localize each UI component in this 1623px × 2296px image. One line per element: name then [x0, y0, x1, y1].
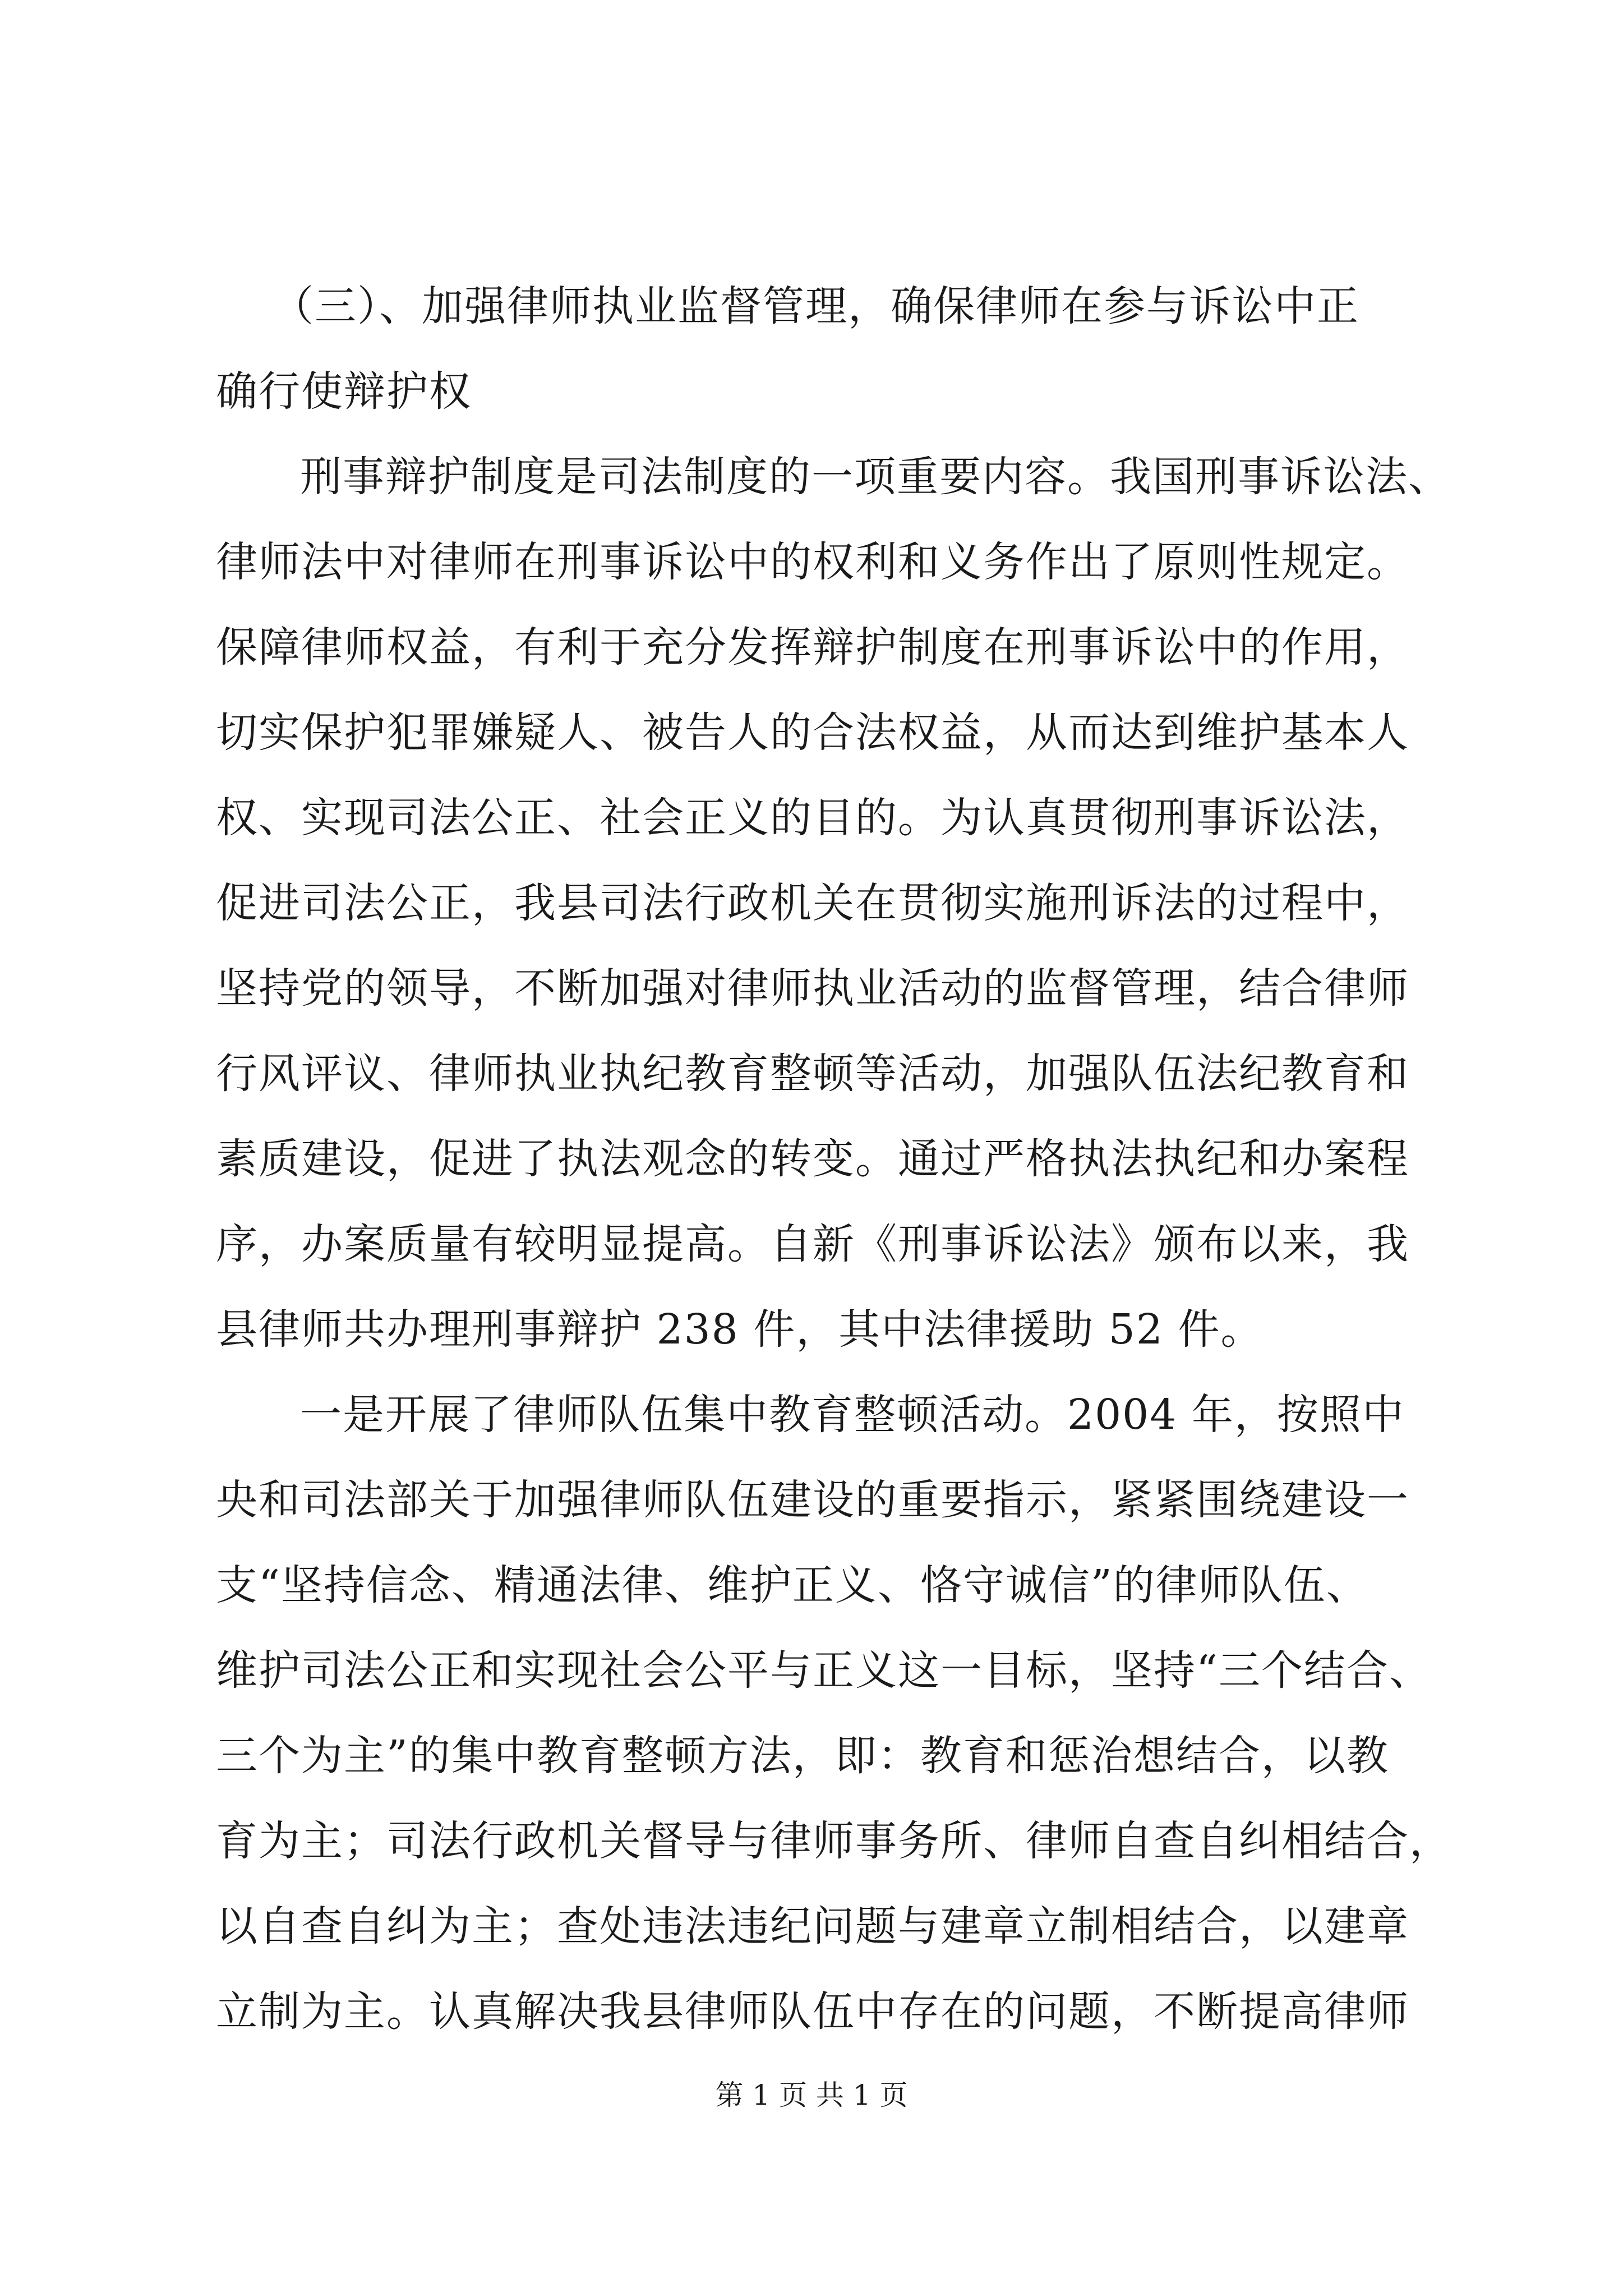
section-heading-line-2: 确行使辩护权 — [216, 367, 472, 416]
paragraph-1-line: 律师法中对律师在刑事诉讼中的权利和义务作出了原则性规定。 — [216, 538, 1409, 586]
section-heading-line-1: （三）、加强律师执业监督管理，确保律师在参与诉讼中正 — [272, 282, 1359, 330]
paragraph-1-line: 行风评议、律师执业执纪教育整顿等活动，加强队伍法纪教育和 — [216, 1050, 1409, 1098]
paragraph-1-line: 县律师共办理刑事辩护 238 件，其中法律援助 52 件。 — [216, 1305, 1264, 1354]
document-body — [216, 264, 1452, 2054]
paragraph-1-line: 序，办案质量有较明显提高。自新《刑事诉讼法》颁布以来，我 — [216, 1220, 1409, 1268]
paragraph-1-line: 素质建设，促进了执法观念的转变。通过严格执法执纪和办案程 — [216, 1135, 1409, 1183]
paragraph-1-line: 权、实现司法公正、社会正义的目的。为认真贯彻刑事诉讼法， — [216, 794, 1409, 842]
paragraph-2-line: 三个为主”的集中教育整顿方法，即：教育和惩治想结合，以教 — [216, 1732, 1389, 1780]
paragraph-1-line: 坚持党的领导，不断加强对律师执业活动的监督管理，结合律师 — [216, 964, 1409, 1013]
paragraph-1-line: 保障律师权益，有利于充分发挥辩护制度在刑事诉讼中的作用， — [216, 623, 1409, 671]
paragraph-2-line: 育为主；司法行政机关督导与律师事务所、律师自查自纠相结合， — [216, 1817, 1452, 1865]
paragraph-2-line: 维护司法公正和实现社会公平与正义这一目标，坚持“三个结合、 — [216, 1646, 1432, 1695]
paragraph-2-line: 立制为主。认真解决我县律师队伍中存在的问题，不断提高律师 — [216, 1987, 1409, 2036]
paragraph-2-line: 支“坚持信念、精通法律、维护正义、恪守诚信”的律师队伍、 — [216, 1561, 1369, 1609]
paragraph-1-line: 切实保护犯罪嫌疑人、被告人的合法权益，从而达到维护基本人 — [216, 708, 1409, 757]
paragraph-2-line: 一是开展了律师队伍集中教育整顿活动。2004 年，按照中 — [300, 1391, 1405, 1439]
page-footer: 第 1 页 共 1 页 — [715, 2079, 908, 2111]
paragraph-2-line: 以自查自纠为主；查处违法违纪问题与建章立制相结合，以建章 — [216, 1902, 1409, 1950]
paragraph-1-line: 促进司法公正，我县司法行政机关在贯彻实施刑诉法的过程中， — [216, 879, 1409, 927]
paragraph-1-line: 刑事辩护制度是司法制度的一项重要内容。我国刑事诉讼法、 — [300, 453, 1451, 501]
paragraph-2-line: 央和司法部关于加强律师队伍建设的重要指示，紧紧围绕建设一 — [216, 1476, 1409, 1524]
